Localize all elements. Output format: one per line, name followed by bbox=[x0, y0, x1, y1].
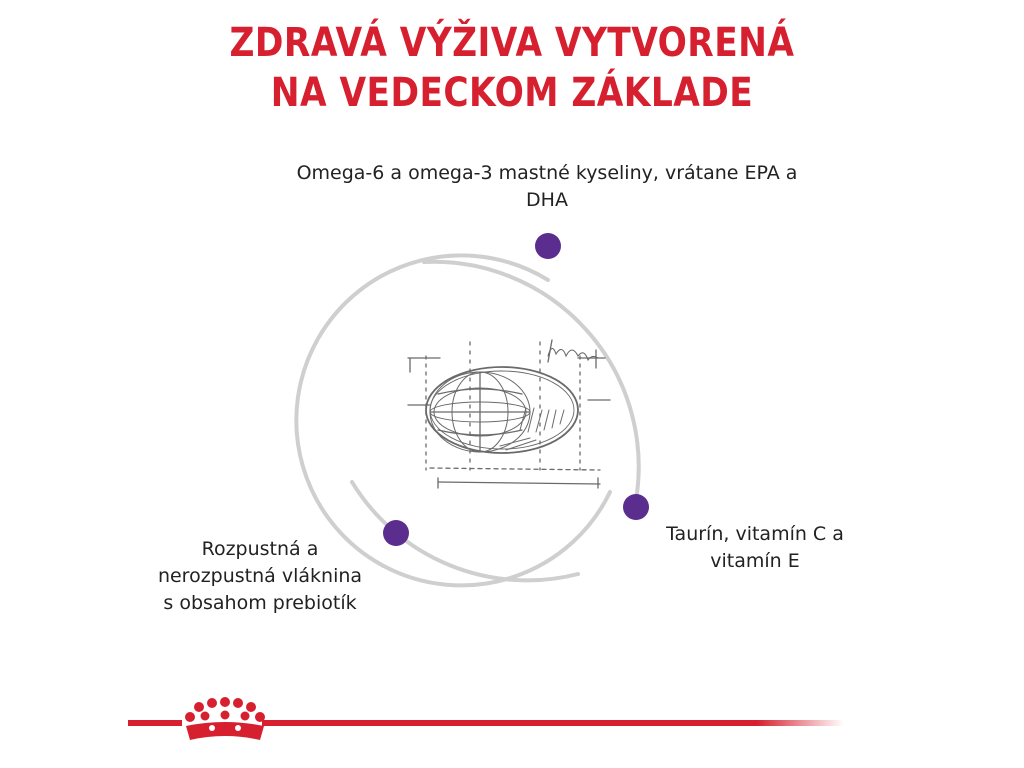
nutrient-dot-omega bbox=[535, 233, 561, 259]
nutrient-dot-taurine bbox=[623, 494, 649, 520]
nutrient-label-line: vitamín E bbox=[710, 550, 800, 572]
nutrient-label-line: Taurín, vitamín C a bbox=[666, 523, 844, 545]
nutrient-label-line: nerozpustná vláknina bbox=[157, 565, 363, 587]
brand-line-right bbox=[262, 720, 844, 726]
nutrient-label-omega bbox=[240, 160, 854, 214]
outer-orbit-arc bbox=[424, 262, 639, 500]
nutrient-label-fiber bbox=[140, 536, 380, 617]
nutrient-dot-fiber bbox=[383, 520, 409, 546]
royal-canin-crown-logo bbox=[185, 697, 265, 740]
title-line-1: ZDRAVÁ VÝŽIVA VYTVORENÁ bbox=[229, 20, 795, 66]
nutrient-label-line: DHA bbox=[526, 189, 568, 211]
kibble-sketch-icon bbox=[408, 340, 610, 488]
nutrient-label-line: Rozpustná a bbox=[201, 538, 319, 560]
brand-line-left bbox=[128, 720, 182, 726]
nutrient-label-line: Omega-6 a omega-3 mastné kyseliny, vrátane EPA a bbox=[296, 162, 798, 184]
nutrient-label-line: s obsahom prebiotík bbox=[163, 592, 357, 614]
title-line-2: NA VEDECKOM ZÁKLADE bbox=[270, 70, 754, 116]
nutrient-label-taurine bbox=[650, 521, 860, 575]
